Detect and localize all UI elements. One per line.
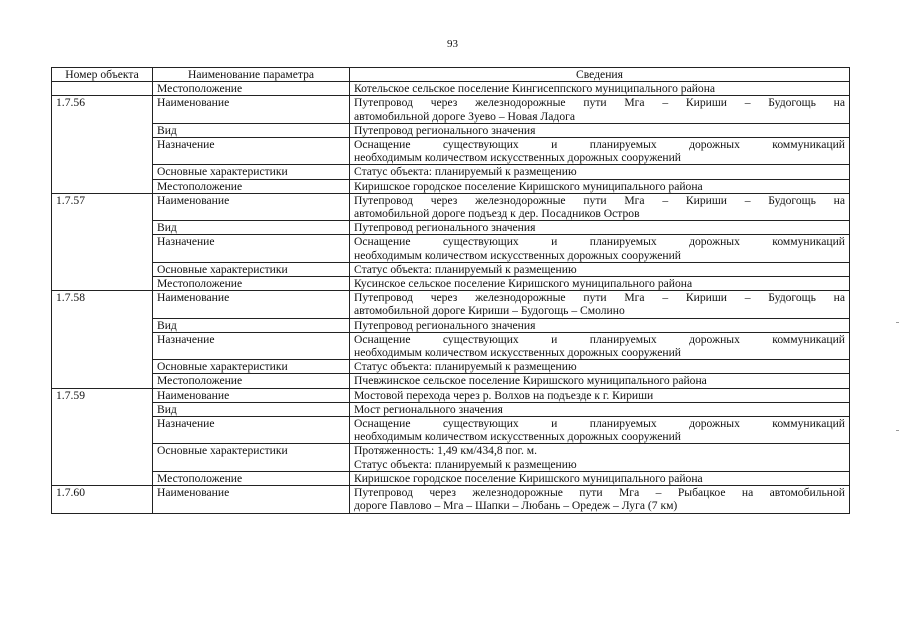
header-parameter-name: Наименование параметра — [153, 68, 350, 82]
page-number: 93 — [447, 38, 458, 50]
value-line: Статус объекта: планируемый к размещению — [354, 360, 577, 374]
parameter-name-cell: Назначение — [153, 138, 350, 165]
value-line: Оснащение существующих и планируемых дорожных коммуникаций — [354, 138, 845, 152]
parameter-name-cell: Наименование — [153, 486, 350, 513]
value-line: автомобильной дороге Зуево – Новая Ладога — [354, 109, 576, 123]
parameter-value-cell — [350, 165, 850, 179]
value-line: необходимым количеством искусственных дорожных сооружений — [354, 248, 682, 262]
value-line: Статус объекта: планируемый к размещению — [354, 165, 577, 179]
parameter-value-cell — [350, 193, 850, 220]
object-number-cell: 1.7.58 — [52, 291, 153, 388]
value-line: Путепровод регионального значения — [354, 123, 536, 137]
value-line: Кусинское сельское поселение Киришского муниципального района — [354, 277, 693, 291]
object-number-cell: 1.7.59 — [52, 388, 153, 485]
parameter-name-cell: Местоположение — [153, 82, 350, 96]
value-line: Оснащение существующих и планируемых дорожных коммуникаций — [354, 235, 845, 249]
table-row — [52, 262, 850, 276]
parameter-value-cell — [350, 332, 850, 359]
value-line: Оснащение существующих и планируемых дорожных коммуникаций — [354, 332, 845, 346]
parameter-value-cell — [350, 402, 850, 416]
parameter-value-cell — [350, 277, 850, 291]
parameter-value-cell: Котельское сельское поселение Кингисеппского муниципального района — [350, 82, 850, 96]
table-row — [52, 388, 850, 402]
parameter-value-cell — [350, 96, 850, 123]
table-row — [52, 193, 850, 220]
parameter-value-cell — [350, 221, 850, 235]
parameter-name-cell: Вид — [153, 123, 350, 137]
parameter-value-cell — [350, 486, 850, 513]
value-line: Статус объекта: планируемый к размещению — [354, 262, 577, 276]
table-row — [52, 291, 850, 318]
value-line: Пчевжинское сельское поселение Киришского муниципального района — [354, 374, 707, 388]
table-row — [52, 374, 850, 388]
parameter-name-cell: Местоположение — [153, 471, 350, 485]
table-row — [52, 96, 850, 123]
table-row — [52, 221, 850, 235]
object-number-cell: 1.7.60 — [52, 486, 153, 513]
parameter-value-cell — [350, 179, 850, 193]
parameter-name-cell: Наименование — [153, 388, 350, 402]
parameter-name-cell: Наименование — [153, 193, 350, 220]
value-line: Мостовой перехода через р. Волхов на подъезде к г. Кириши — [354, 388, 654, 402]
parameter-name-cell: Назначение — [153, 332, 350, 359]
parameter-name-cell: Местоположение — [153, 374, 350, 388]
parameter-value-cell — [350, 291, 850, 318]
value-line: Путепровод через железнодорожные пути Мга – Кириши – Будогощь на — [354, 96, 845, 110]
parameter-value-cell — [350, 262, 850, 276]
parameter-name-cell: Назначение — [153, 235, 350, 262]
table-row — [52, 123, 850, 137]
table-row — [52, 318, 850, 332]
table-row — [52, 417, 850, 444]
parameter-name-cell: Наименование — [153, 96, 350, 123]
parameter-name-cell: Вид — [153, 318, 350, 332]
object-number-cell: 1.7.56 — [52, 96, 153, 193]
parameter-name-cell: Назначение — [153, 417, 350, 444]
value-line: Путепровод регионального значения — [354, 221, 536, 235]
table-row — [52, 360, 850, 374]
value-line: Киришское городское поселение Киришского муниципального района — [354, 179, 703, 193]
value-line: Киришское городское поселение Киришского муниципального района — [354, 471, 703, 485]
table-row — [52, 471, 850, 485]
parameter-value-cell — [350, 318, 850, 332]
object-parameters-table — [51, 67, 850, 514]
value-line: автомобильной дороге подъезд к дер. Посадников Остров — [354, 207, 640, 221]
parameter-value-cell — [350, 374, 850, 388]
parameter-value-cell — [350, 360, 850, 374]
parameter-value-cell — [350, 235, 850, 262]
value-line: дороге Павлово – Мга – Шапки – Любань – Оредеж – Луга (7 км) — [354, 499, 678, 513]
value-line: Путепровод через железнодорожные пути Мга – Кириши – Будогощь на — [354, 291, 845, 305]
parameter-value-cell — [350, 138, 850, 165]
table-row — [52, 235, 850, 262]
table-row — [52, 179, 850, 193]
table-row — [52, 82, 850, 96]
parameter-name-cell: Основные характеристики — [153, 262, 350, 276]
parameter-name-cell: Основные характеристики — [153, 360, 350, 374]
value-line: автомобильной дороге Кириши – Будогощь – Смолино — [354, 304, 625, 318]
parameter-name-cell: Основные характеристики — [153, 165, 350, 179]
value-line: Путепровод через железнодорожные пути Мга – Рыбацкое на автомобильной — [354, 486, 845, 500]
value-line: Путепровод регионального значения — [354, 318, 536, 332]
scan-edge-mark — [896, 322, 899, 323]
parameter-name-cell: Местоположение — [153, 277, 350, 291]
parameter-name-cell: Вид — [153, 402, 350, 416]
table-row — [52, 165, 850, 179]
value-line: Протяженность: 1,49 км/434,8 пог. м. — [354, 444, 538, 458]
table-row — [52, 138, 850, 165]
table-row — [52, 444, 850, 471]
object-number-cell — [52, 82, 153, 96]
table-row — [52, 277, 850, 291]
parameter-name-cell: Основные характеристики — [153, 444, 350, 471]
parameter-name-cell: Наименование — [153, 291, 350, 318]
table-row — [52, 332, 850, 359]
value-line: Статус объекта: планируемый к размещению — [354, 457, 577, 471]
parameter-value-cell — [350, 471, 850, 485]
value-line: необходимым количеством искусственных дорожных сооружений — [354, 151, 682, 165]
header-info: Сведения — [350, 68, 850, 82]
value-line: Мост регионального значения — [354, 402, 503, 416]
parameter-value-cell — [350, 444, 850, 471]
header-object-number: Номер объекта — [52, 68, 153, 82]
object-number-cell: 1.7.57 — [52, 193, 153, 290]
value-line: Путепровод через железнодорожные пути Мга – Кириши – Будогощь на — [354, 193, 845, 207]
value-line: необходимым количеством искусственных дорожных сооружений — [354, 346, 682, 360]
parameter-value-cell — [350, 417, 850, 444]
parameter-name-cell: Местоположение — [153, 179, 350, 193]
table-row — [52, 402, 850, 416]
table-header-row — [52, 68, 850, 82]
parameter-value-cell — [350, 123, 850, 137]
scan-edge-mark — [896, 430, 899, 431]
table-row — [52, 486, 850, 513]
value-line: Оснащение существующих и планируемых дорожных коммуникаций — [354, 417, 845, 431]
value-line: необходимым количеством искусственных дорожных сооружений — [354, 430, 682, 444]
parameter-name-cell: Вид — [153, 221, 350, 235]
parameter-value-cell — [350, 388, 850, 402]
